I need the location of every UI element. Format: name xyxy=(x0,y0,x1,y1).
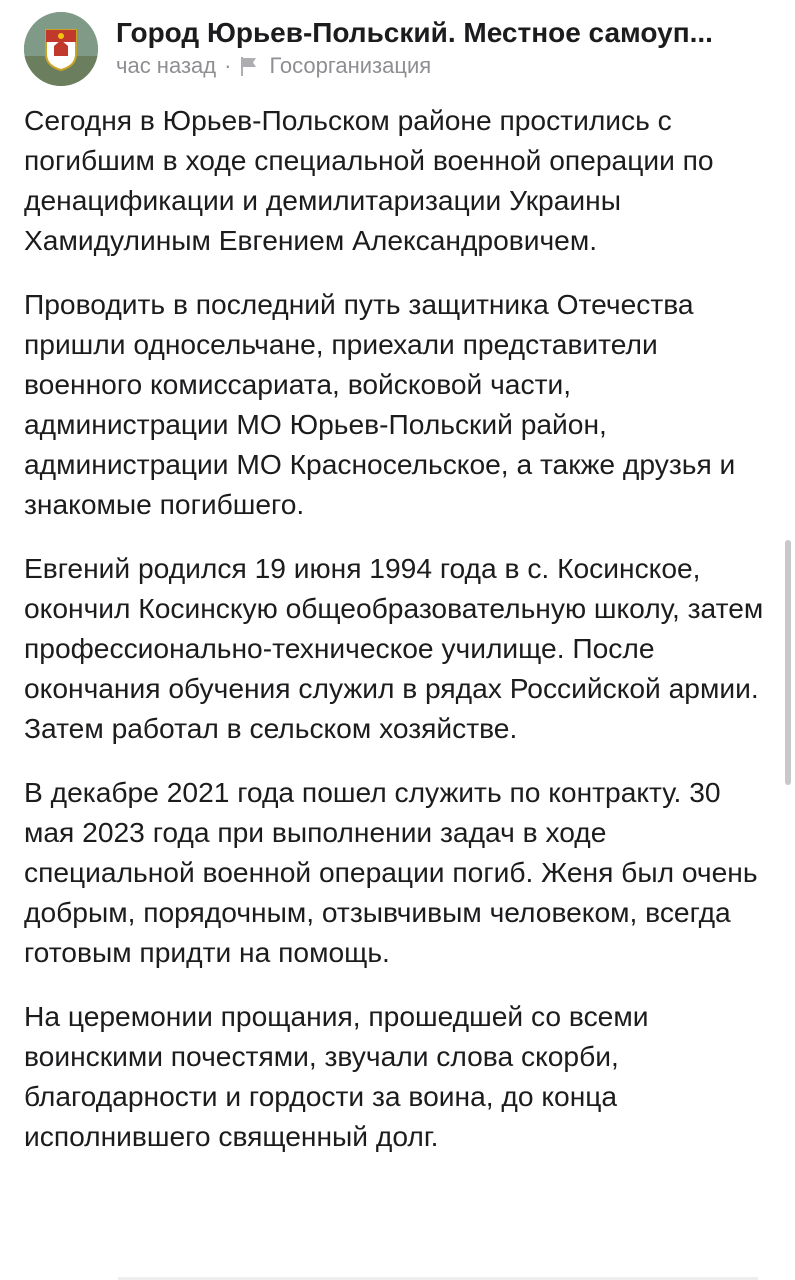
author-name[interactable]: Город Юрьев-Польский. Местное самоуп... xyxy=(116,17,713,48)
post-paragraph-5: На церемонии прощания, прошедшей со всеми воинскими почестями, звучали слова скорби, благодарности и гордости за воина, до конца исполнившего священный долг. xyxy=(24,1000,649,1152)
scrollbar[interactable] xyxy=(785,540,791,785)
post-meta xyxy=(116,52,775,80)
post-category: Госорганизация xyxy=(269,53,432,78)
post-paragraph-1: Сегодня в Юрьев-Польском районе простились с погибшим в ходе специальной военной операции по денацификации и демилитаризации Украины Хамидулиным Евгением Александровичем. xyxy=(24,104,714,256)
coat-of-arms-icon xyxy=(24,12,98,86)
page-avatar[interactable] xyxy=(24,12,98,86)
post-paragraph-2: Проводить в последний путь защитника Отечества пришли односельчане, приехали представители военного комиссариата, войсковой части, администрации МО Юрьев-Польский район, администрации МО Красносельское, а также друзья и знакомые погибшего. xyxy=(24,288,736,520)
post-paragraph-3: Евгений родился 19 июня 1994 года в с. Косинское, окончил Косинскую общеобразовательную школу, затем профессионально-техническое училище. После окончания обучения служил в рядах Российской армии. Затем работал в сельском хозяйстве. xyxy=(24,552,764,744)
post-time[interactable]: час назад xyxy=(116,53,217,78)
post-header xyxy=(24,12,775,88)
meta-separator: · xyxy=(224,53,232,78)
post-body xyxy=(24,100,764,1180)
post-paragraph-4: В декабре 2021 года пошел служить по контракту. 30 мая 2023 года при выполнении задач в ходе специальной военной операции погиб. Женя был очень добрым, порядочным, отзывчивым человеком, всегда готовым придти на помощь. xyxy=(24,776,758,968)
flag-icon xyxy=(239,55,259,77)
header-text xyxy=(116,16,775,80)
